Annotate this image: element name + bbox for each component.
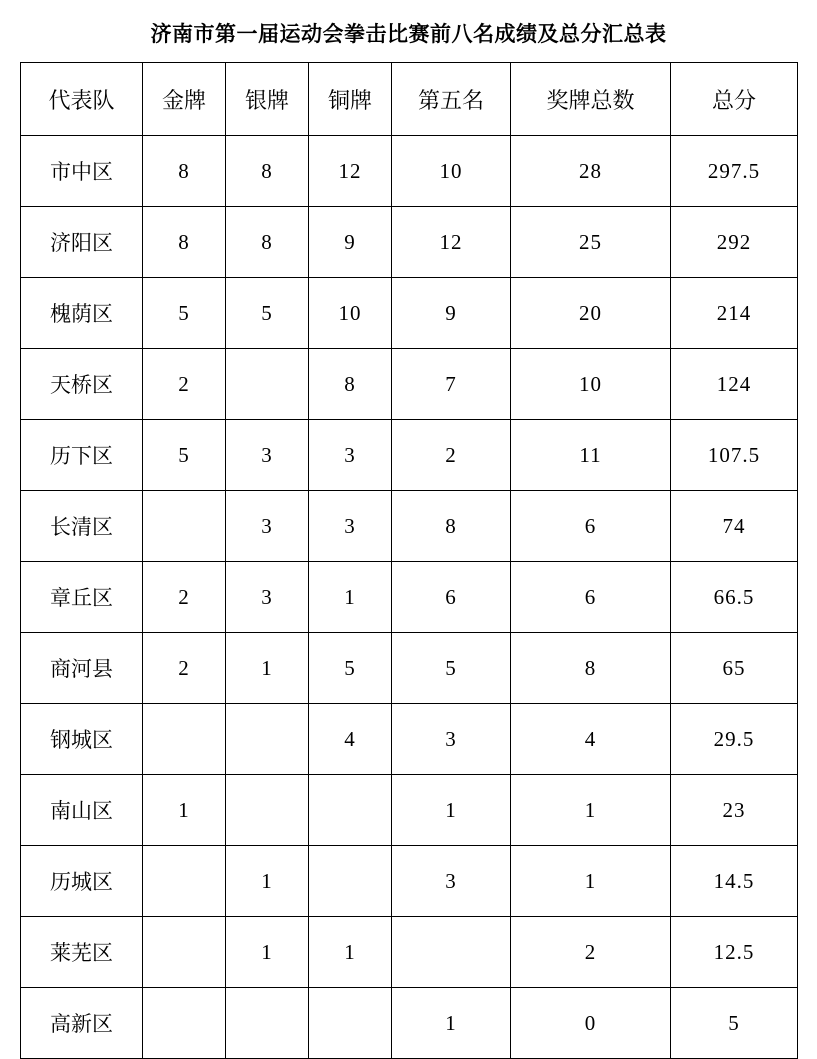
cell-bronze: 1 — [309, 562, 392, 633]
cell-points: 23 — [671, 775, 798, 846]
cell-bronze — [309, 846, 392, 917]
table-body — [21, 136, 798, 1059]
cell-team: 市中区 — [21, 136, 143, 207]
cell-points: 65 — [671, 633, 798, 704]
cell-fifth: 10 — [392, 136, 511, 207]
cell-points: 74 — [671, 491, 798, 562]
table-row — [21, 633, 798, 704]
cell-medals: 20 — [511, 278, 671, 349]
cell-team: 济阳区 — [21, 207, 143, 278]
cell-medals: 25 — [511, 207, 671, 278]
cell-team: 历城区 — [21, 846, 143, 917]
cell-bronze: 4 — [309, 704, 392, 775]
cell-team: 槐荫区 — [21, 278, 143, 349]
column-header-team: 代表队 — [21, 63, 143, 136]
cell-fifth: 8 — [392, 491, 511, 562]
cell-bronze — [309, 988, 392, 1059]
cell-gold — [143, 704, 226, 775]
cell-team: 章丘区 — [21, 562, 143, 633]
cell-gold — [143, 988, 226, 1059]
cell-fifth: 2 — [392, 420, 511, 491]
cell-points: 124 — [671, 349, 798, 420]
cell-team: 商河县 — [21, 633, 143, 704]
column-header-total-points: 总分 — [671, 63, 798, 136]
cell-team: 南山区 — [21, 775, 143, 846]
cell-team: 莱芜区 — [21, 917, 143, 988]
cell-points: 66.5 — [671, 562, 798, 633]
cell-medals: 10 — [511, 349, 671, 420]
cell-silver: 1 — [226, 917, 309, 988]
cell-gold — [143, 917, 226, 988]
cell-fifth: 1 — [392, 988, 511, 1059]
table-row — [21, 917, 798, 988]
column-header-silver: 银牌 — [226, 63, 309, 136]
table-header — [21, 63, 798, 136]
cell-gold: 5 — [143, 278, 226, 349]
cell-bronze: 3 — [309, 420, 392, 491]
cell-silver: 3 — [226, 562, 309, 633]
table-row — [21, 349, 798, 420]
table-row — [21, 136, 798, 207]
table-header-row — [21, 63, 798, 136]
cell-silver — [226, 704, 309, 775]
cell-gold: 8 — [143, 207, 226, 278]
cell-medals: 28 — [511, 136, 671, 207]
table-row — [21, 846, 798, 917]
cell-gold: 5 — [143, 420, 226, 491]
cell-fifth: 7 — [392, 349, 511, 420]
cell-team: 高新区 — [21, 988, 143, 1059]
cell-bronze: 9 — [309, 207, 392, 278]
cell-points: 12.5 — [671, 917, 798, 988]
cell-gold: 2 — [143, 633, 226, 704]
cell-gold: 2 — [143, 562, 226, 633]
cell-fifth: 9 — [392, 278, 511, 349]
cell-gold: 2 — [143, 349, 226, 420]
cell-bronze: 8 — [309, 349, 392, 420]
table-row — [21, 420, 798, 491]
cell-team: 天桥区 — [21, 349, 143, 420]
table-row — [21, 562, 798, 633]
table-row — [21, 704, 798, 775]
table-row — [21, 775, 798, 846]
cell-silver: 3 — [226, 491, 309, 562]
cell-silver: 3 — [226, 420, 309, 491]
page-title: 济南市第一届运动会拳击比赛前八名成绩及总分汇总表 — [150, 23, 667, 46]
cell-fifth: 6 — [392, 562, 511, 633]
cell-team: 历下区 — [21, 420, 143, 491]
table-row — [21, 278, 798, 349]
cell-silver: 8 — [226, 207, 309, 278]
cell-points: 297.5 — [671, 136, 798, 207]
cell-team: 钢城区 — [21, 704, 143, 775]
cell-bronze: 3 — [309, 491, 392, 562]
cell-points: 5 — [671, 988, 798, 1059]
column-header-gold: 金牌 — [143, 63, 226, 136]
cell-fifth: 12 — [392, 207, 511, 278]
cell-fifth: 3 — [392, 704, 511, 775]
cell-fifth — [392, 917, 511, 988]
cell-medals: 2 — [511, 917, 671, 988]
cell-silver — [226, 349, 309, 420]
cell-bronze: 5 — [309, 633, 392, 704]
cell-bronze: 10 — [309, 278, 392, 349]
results-table — [20, 62, 798, 1059]
cell-points: 107.5 — [671, 420, 798, 491]
cell-gold: 1 — [143, 775, 226, 846]
cell-medals: 0 — [511, 988, 671, 1059]
cell-points: 292 — [671, 207, 798, 278]
table-row — [21, 207, 798, 278]
cell-points: 14.5 — [671, 846, 798, 917]
column-header-fifth-place: 第五名 — [392, 63, 511, 136]
cell-medals: 11 — [511, 420, 671, 491]
cell-medals: 4 — [511, 704, 671, 775]
cell-medals: 8 — [511, 633, 671, 704]
cell-fifth: 5 — [392, 633, 511, 704]
cell-silver — [226, 988, 309, 1059]
cell-fifth: 3 — [392, 846, 511, 917]
cell-medals: 1 — [511, 775, 671, 846]
cell-bronze — [309, 775, 392, 846]
table-container — [0, 62, 817, 1059]
cell-gold — [143, 491, 226, 562]
cell-silver: 8 — [226, 136, 309, 207]
cell-fifth: 1 — [392, 775, 511, 846]
cell-gold: 8 — [143, 136, 226, 207]
column-header-total-medals: 奖牌总数 — [511, 63, 671, 136]
table-row — [21, 491, 798, 562]
cell-bronze: 12 — [309, 136, 392, 207]
cell-medals: 6 — [511, 562, 671, 633]
cell-points: 29.5 — [671, 704, 798, 775]
cell-bronze: 1 — [309, 917, 392, 988]
cell-silver — [226, 775, 309, 846]
cell-silver: 1 — [226, 846, 309, 917]
cell-medals: 1 — [511, 846, 671, 917]
table-row — [21, 988, 798, 1059]
cell-gold — [143, 846, 226, 917]
cell-silver: 5 — [226, 278, 309, 349]
column-header-bronze: 铜牌 — [309, 63, 392, 136]
cell-medals: 6 — [511, 491, 671, 562]
cell-points: 214 — [671, 278, 798, 349]
cell-team: 长清区 — [21, 491, 143, 562]
cell-silver: 1 — [226, 633, 309, 704]
